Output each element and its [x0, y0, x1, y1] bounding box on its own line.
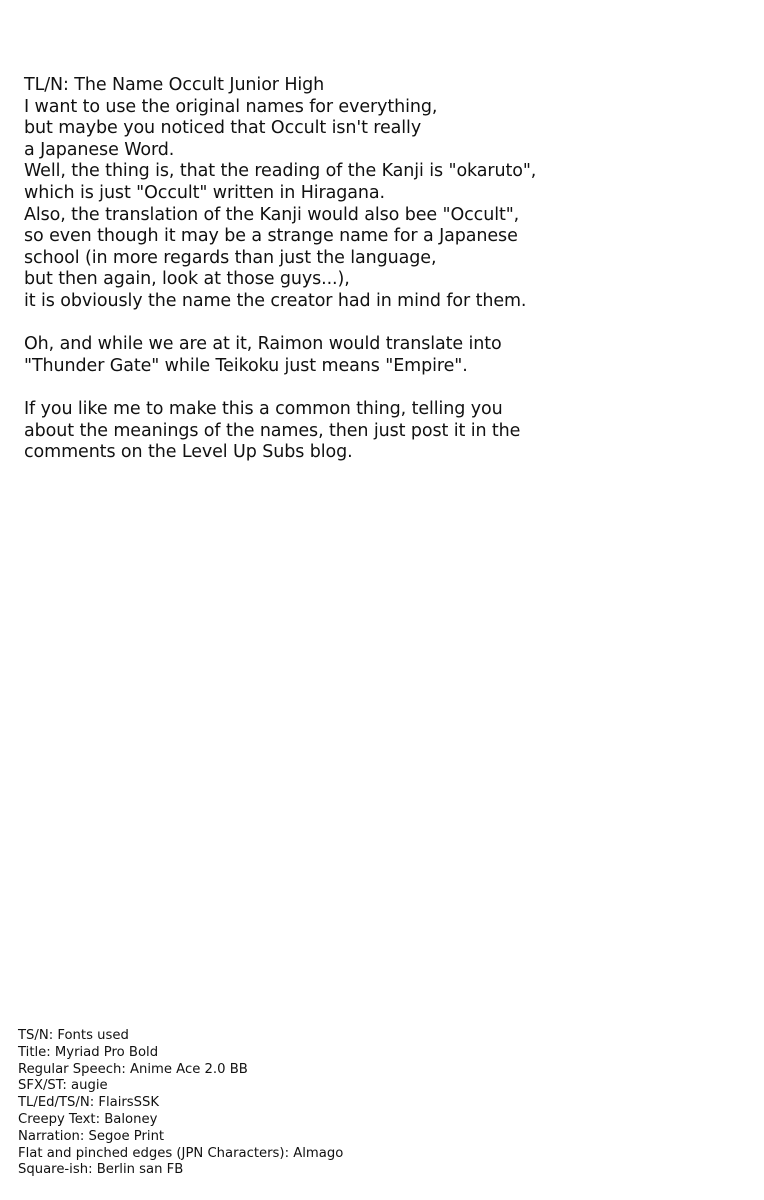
fonts-note-line: Title: Myriad Pro Bold	[18, 1044, 159, 1060]
note-line: I want to use the original names for everything,	[24, 96, 438, 117]
note-line: "Thunder Gate" while Teikoku just means "Empire".	[24, 355, 468, 376]
note-line: but then again, look at those guys...),	[24, 269, 350, 290]
note-line: it is obviously the name the creator had in mind for them.	[24, 290, 527, 311]
note-line: which is just "Occult" written in Hiragana.	[24, 182, 385, 203]
note-paragraph	[24, 399, 744, 464]
fonts-note-line: Creepy Text: Baloney	[18, 1111, 158, 1127]
fonts-note-line: Regular Speech: Anime Ace 2.0 BB	[18, 1061, 248, 1077]
note-line: but maybe you noticed that Occult isn't really	[24, 118, 422, 139]
note-line: Well, the thing is, that the reading of the Kanji is "okaruto",	[24, 161, 537, 182]
note-line: If you like me to make this a common thing, telling you	[24, 398, 503, 419]
fonts-used-note	[18, 1028, 618, 1179]
fonts-note-line: Narration: Segoe Print	[18, 1128, 165, 1144]
fonts-note-line: TL/Ed/TS/N: FlairsSSK	[18, 1095, 160, 1111]
translator-note	[24, 75, 744, 485]
note-line: so even though it may be a strange name for a Japanese	[24, 226, 518, 247]
note-line: Also, the translation of the Kanji would also bee "Occult",	[24, 204, 520, 225]
fonts-note-line: Flat and pinched edges (JPN Characters): Almago	[18, 1145, 344, 1161]
note-line: school (in more regards than just the language,	[24, 247, 437, 268]
note-paragraph	[24, 334, 744, 377]
note-line: about the meanings of the names, then just post it in the	[24, 420, 521, 441]
note-paragraph	[24, 75, 744, 313]
note-line: comments on the Level Up Subs blog.	[24, 442, 353, 463]
note-line: Oh, and while we are at it, Raimon would translate into	[24, 334, 502, 355]
note-line: TL/N: The Name Occult Junior High	[24, 75, 325, 95]
fonts-note-line: SFX/ST: augie	[18, 1078, 108, 1094]
fonts-note-line: TS/N: Fonts used	[18, 1028, 129, 1043]
note-line: a Japanese Word.	[24, 139, 175, 160]
fonts-note-line: Square-ish: Berlin san FB	[18, 1162, 184, 1178]
